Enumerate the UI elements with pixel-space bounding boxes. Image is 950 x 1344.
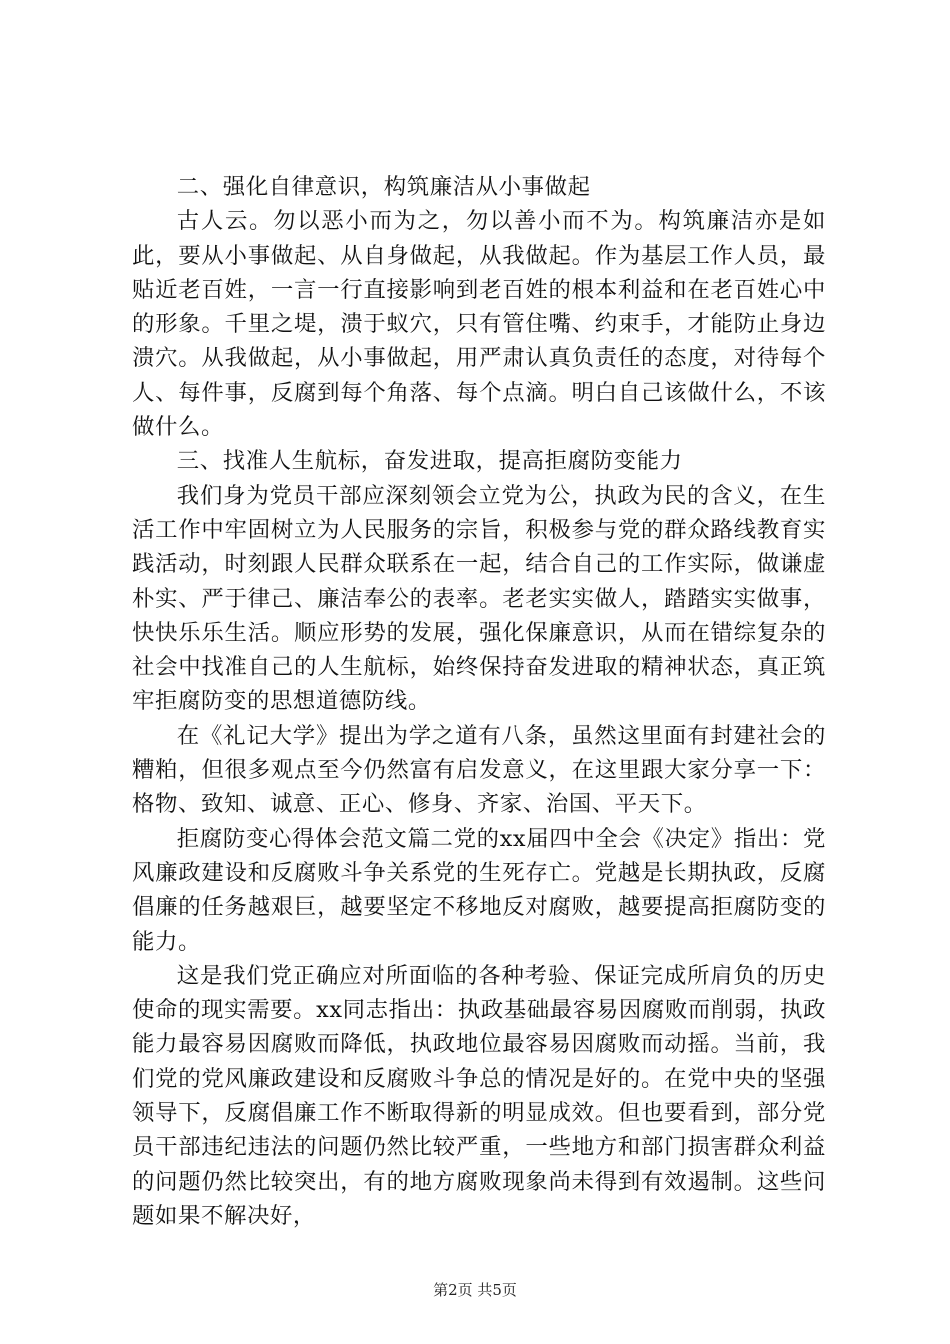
paragraph-historical-mission: 这是我们党正确应对所面临的各种考验、保证完成所肩负的历史使命的现实需要。xx同志指出：执政基础最容易因腐败而削弱，执政能力最容易因腐败而降低，执政地位最容易因腐败而动摇。当前，我们党的党风廉政建设和反腐败斗争总的情况是好的。在党中央的坚强领导下，反腐倡廉工作不断取得新的明显成效。但也要看到，部分党员干部违纪违法的问题仍然比较严重，一些地方和部门损害群众利益的问题仍然比较突出，有的地方腐败现象尚未得到有效遏制。这些问题如果不解决好， bbox=[132, 962, 826, 1229]
paragraph-self-discipline: 古人云。勿以恶小而为之，勿以善小而不为。构筑廉洁亦是如此，要从小事做起、从自身做起，从我做起。作为基层工作人员，最贴近老百姓，一言一行直接影响到老百姓的根本利益和在老百姓心中的形象。千里之堤，溃于蚁穴，只有管住嘴、约束手，才能防止身边溃穴。从我做起，从小事做起，用严肃认真负责任的态度，对待每个人、每件事，反腐到每个角落、每个点滴。明白自己该做什么，不该做什么。 bbox=[132, 208, 826, 441]
paragraph-sample-two: 拒腐防变心得体会范文篇二党的xx届四中全会《决定》指出：党风廉政建设和反腐败斗争关系党的生死存亡。党越是长期执政，反腐倡廉的任务越艰巨，越要坚定不移地反对腐败，越要提高拒腐防变的能力。 bbox=[132, 825, 826, 955]
paragraph-party-cadres: 我们身为党员干部应深刻领会立党为公，执政为民的含义，在生活工作中牢固树立为人民服务的宗旨，积极参与党的群众路线教育实践活动，时刻跟人民群众联系在一起，结合自己的工作实际，做谦虚朴实、严于律己、廉洁奉公的表率。老老实实做人，踏踏实实做事，快快乐乐生活。顺应形势的发展，强化保廉意识，从而在错综复杂的社会中找准自己的人生航标，始终保持奋发进取的精神状态，真正筑牢拒腐防变的思想道德防线。 bbox=[132, 482, 826, 715]
section-heading-2: 二、强化自律意识，构筑廉洁从小事做起 bbox=[176, 174, 591, 200]
document-body bbox=[132, 170, 826, 1233]
paragraph-liji-daxue: 在《礼记大学》提出为学之道有八条，虽然这里面有封建社会的糟粕，但很多观点至今仍然富有启发意义，在这里跟大家分享一下：格物、致知、诚意、正心、修身、齐家、治国、平天下。 bbox=[132, 722, 826, 818]
section-heading-3: 三、找准人生航标，奋发进取，提高拒腐防变能力 bbox=[176, 448, 683, 475]
page-number-footer: 第2页 共5页 bbox=[433, 1281, 517, 1299]
